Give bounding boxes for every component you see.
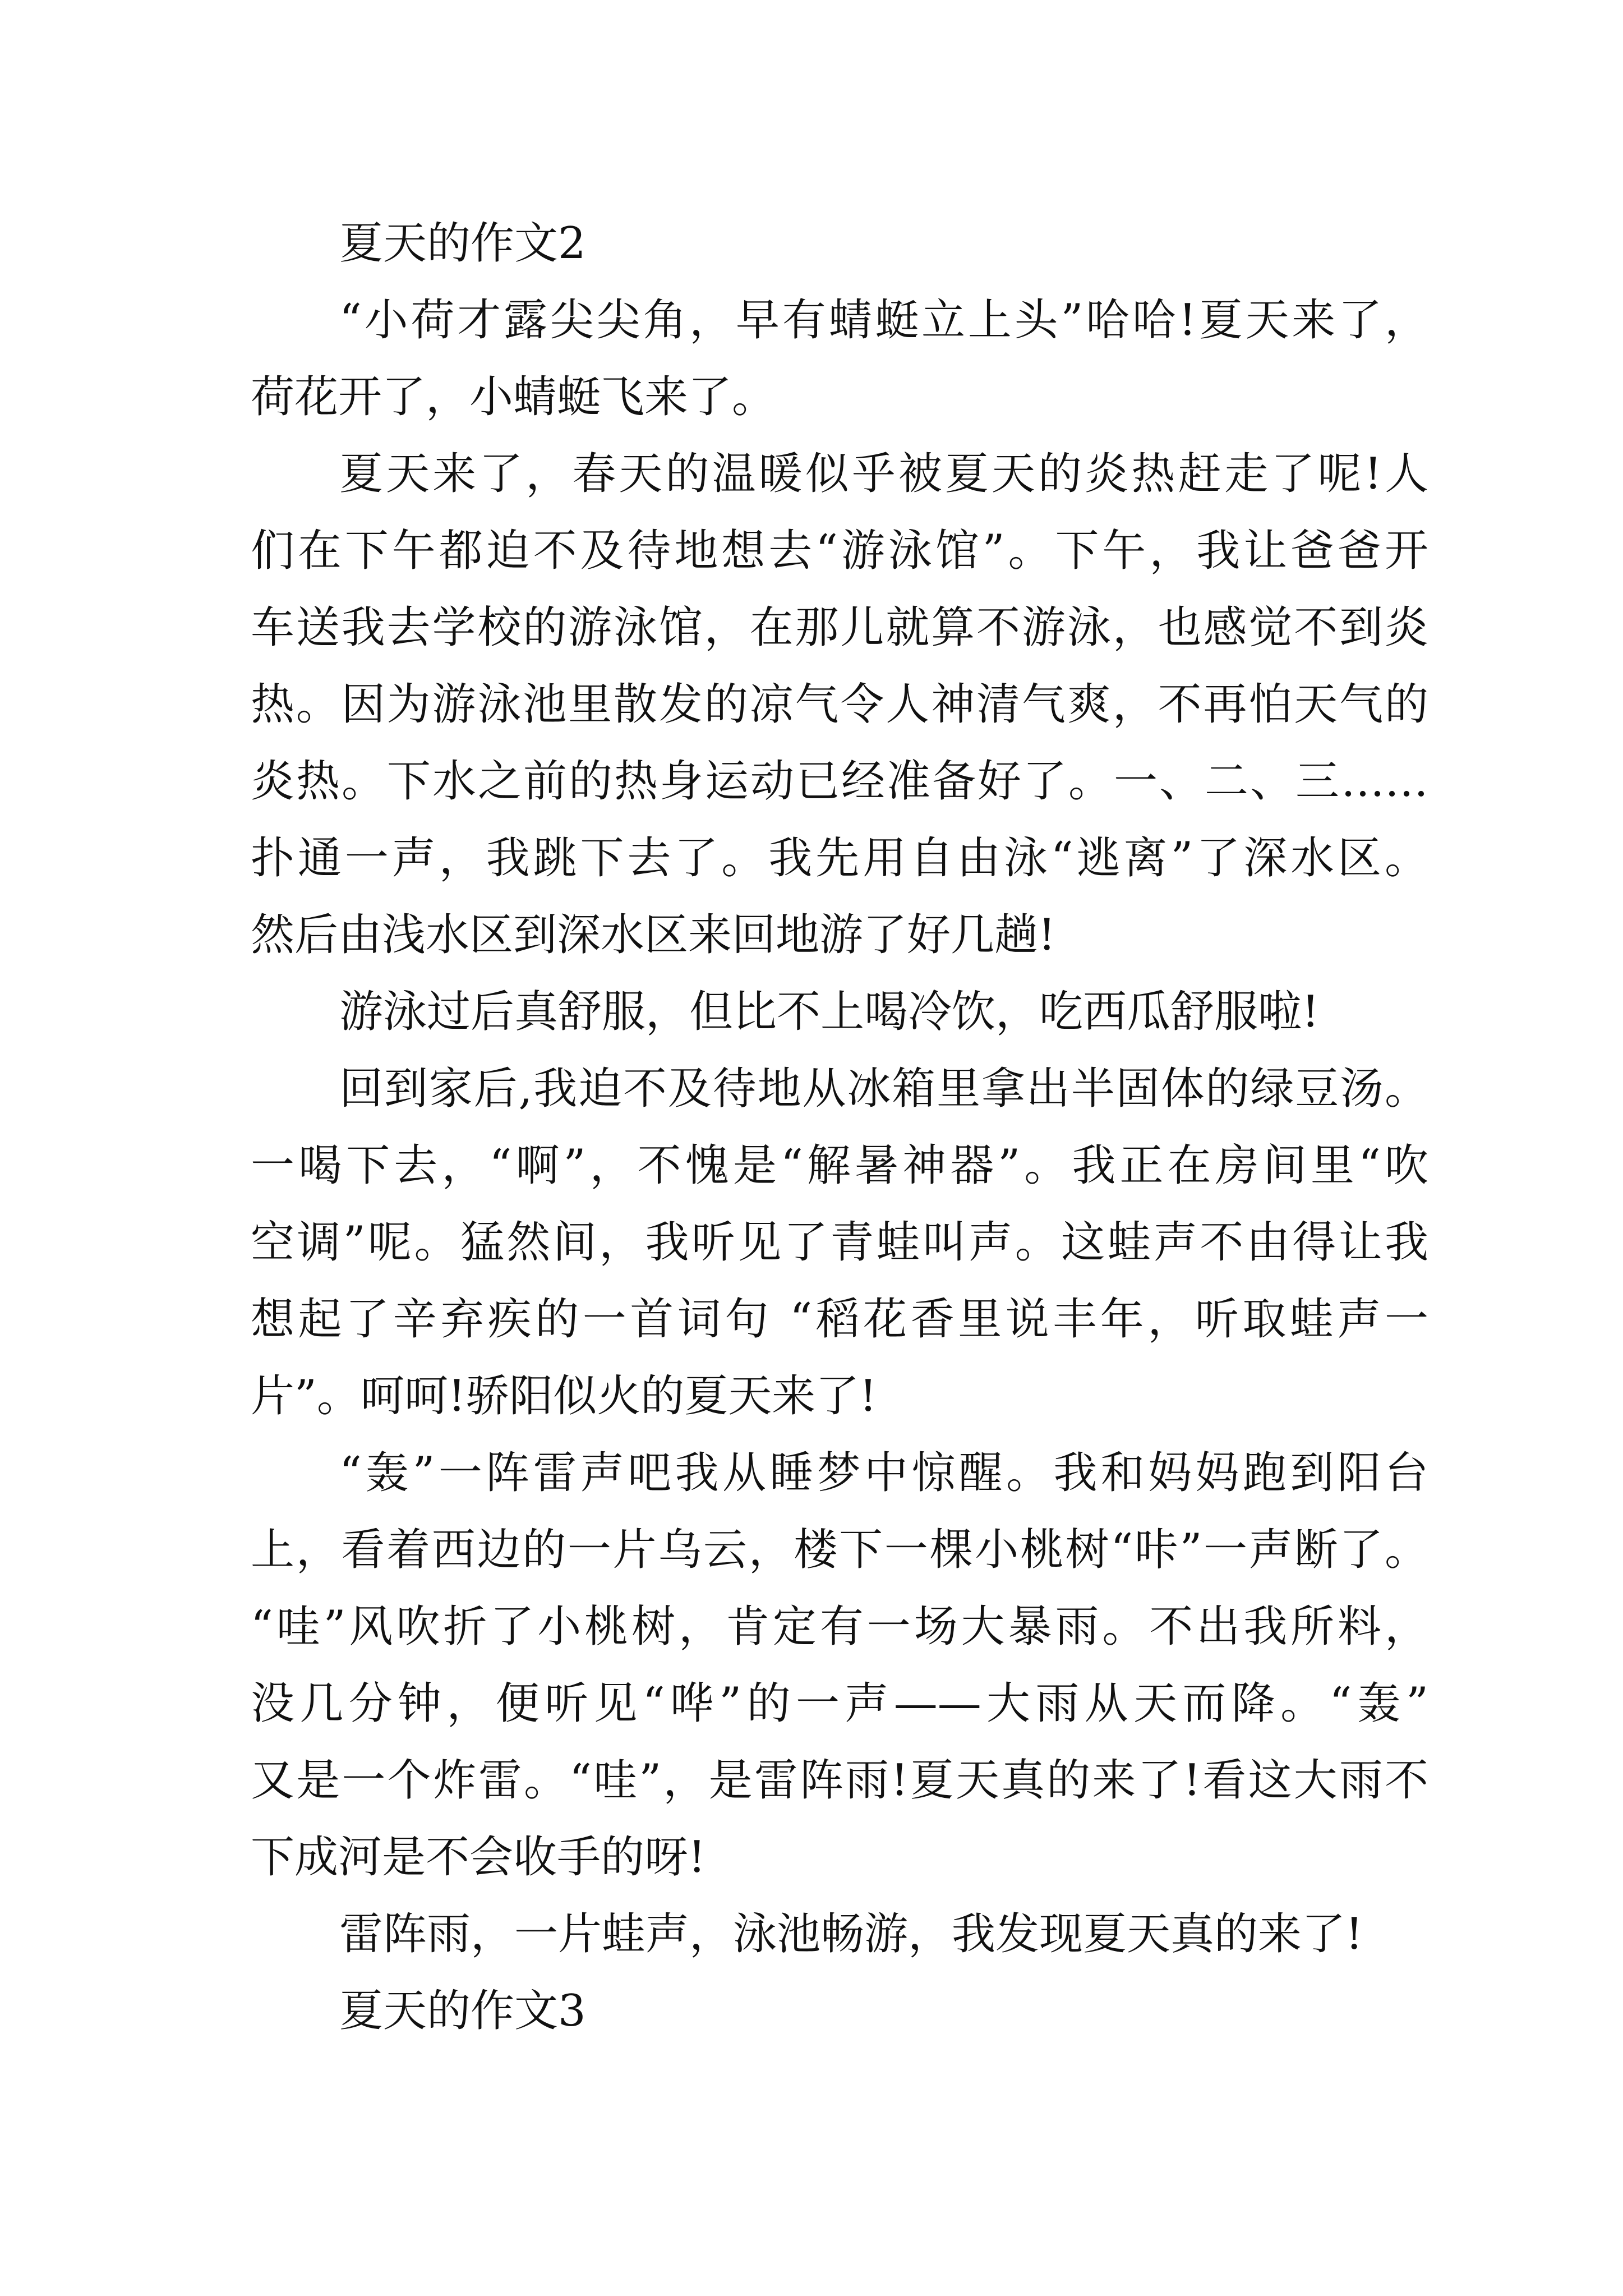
text-line: 回到家后,我迫不及待地从冰箱里拿出半固体的绿豆汤。 [339, 1064, 1428, 1114]
paragraph [251, 1896, 1428, 1973]
paragraph [251, 1435, 1428, 1896]
text-line: “轰”一阵雷声吧我从睡梦中惊醒。我和妈妈跑到阳台 [339, 1448, 1428, 1498]
text-line: 夏天来了，春天的温暖似乎被夏天的炎热赶走了呢!人 [339, 449, 1428, 499]
text-line: 片”。呵呵!骄阳似火的夏天来了! [251, 1371, 877, 1421]
text-line: 空调”呢。猛然间，我听见了青蛙叫声。这蛙声不由得让我 [251, 1217, 1428, 1268]
text-line: 一喝下去，“啊”，不愧是“解暑神器”。我正在房间里“吹 [251, 1140, 1428, 1191]
text-line: 们在下午都迫不及待地想去“游泳馆”。下午，我让爸爸开 [251, 526, 1428, 576]
text-line: 热。因为游泳池里散发的凉气令人神清气爽，不再怕天气的 [251, 679, 1428, 730]
text-line: “小荷才露尖尖角，早有蜻蜓立上头”哈哈!夏天来了， [339, 295, 1428, 346]
text-line: 扑通一声，我跳下去了。我先用自由泳“逃离”了深水区。 [251, 833, 1428, 884]
text-line: 夏天的作文3 [339, 1986, 586, 2036]
text-line: 雷阵雨，一片蛙声，泳池畅游，我发现夏天真的来了! [339, 1909, 1363, 1959]
text-line: 夏天的作文2 [339, 218, 586, 269]
text-line: 然后由浅水区到深水区来回地游了好几趟! [251, 910, 1056, 960]
text-line: “哇”风吹折了小桃树，肯定有一场大暴雨。不出我所料， [251, 1602, 1428, 1652]
text-line: 车送我去学校的游泳馆，在那儿就算不游泳，也感觉不到炎 [251, 602, 1428, 653]
essay-heading [251, 1973, 1428, 2050]
paragraph [251, 1051, 1428, 1435]
text-line: 没几分钟，便听见“哗”的一声——大雨从天而降。“轰” [251, 1678, 1428, 1729]
text-line: 炎热。下水之前的热身运动已经准备好了。一、二、三…… [251, 756, 1428, 807]
paragraph [251, 282, 1428, 436]
text-line: 游泳过后真舒服，但比不上喝冷饮，吃西瓜舒服啦! [339, 987, 1320, 1037]
text-line: 想起了辛弃疾的一首词句 “稻花香里说丰年，听取蛙声一 [251, 1294, 1428, 1345]
text-line: 下成河是不会收手的呀! [251, 1832, 706, 1883]
paragraph [251, 436, 1428, 974]
paragraph [251, 974, 1428, 1051]
essay-heading [251, 205, 1428, 282]
text-line: 上，看着西边的一片乌云，楼下一棵小桃树“咔”一声断了。 [251, 1525, 1428, 1575]
document-body [251, 205, 1428, 2050]
text-line: 荷花开了，小蜻蜓飞来了。 [251, 372, 776, 422]
text-line: 又是一个炸雷。“哇”，是雷阵雨!夏天真的来了!看这大雨不 [251, 1755, 1428, 1806]
